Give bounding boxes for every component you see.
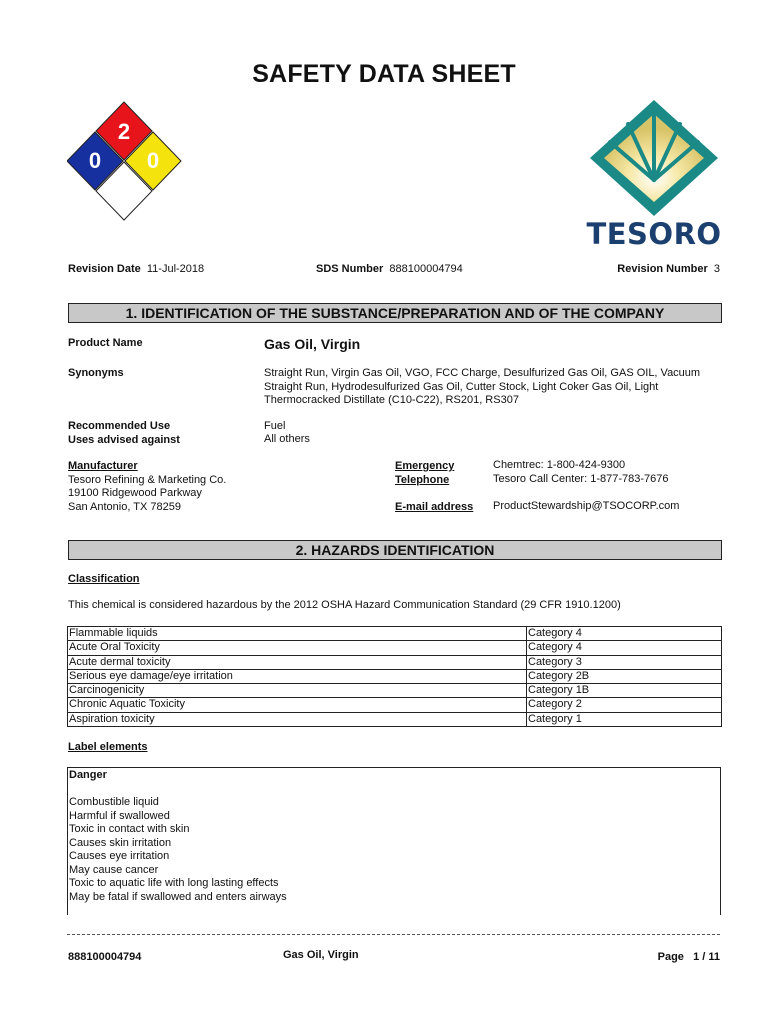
label-elements-label: Label elements — [68, 741, 148, 753]
revision-number: Revision Number 3 — [617, 263, 720, 275]
recommended-use-label: Recommended Use — [68, 420, 171, 432]
hazard-class-cell: Acute dermal toxicity — [68, 655, 527, 669]
signal-word: Danger — [69, 769, 107, 781]
table-row — [68, 627, 722, 641]
hazard-statement: Causes skin irritation — [69, 836, 172, 849]
uses-advised-against: All others — [264, 433, 310, 445]
hazard-category-cell: Category 4 — [527, 627, 722, 641]
hazard-class-cell: Aspiration toxicity — [68, 712, 527, 726]
hazard-statement: Harmful if swallowed — [69, 809, 170, 822]
nfpa-diamond-icon — [67, 100, 183, 222]
hazard-statement: May cause cancer — [69, 863, 159, 876]
company-logo-wordmark: TESORO — [586, 217, 722, 251]
page-title: SAFETY DATA SHEET — [252, 60, 516, 88]
manufacturer-block: Manufacturer Tesoro Refining & Marketing Co. 19100 Ridgewood Parkway San Antonio, TX 78259 — [68, 460, 227, 513]
classification-text: This chemical is considered hazardous by the 2012 OSHA Hazard Communication Standard (29 CFR 1910.1200) — [68, 599, 621, 611]
hazard-category-cell: Category 3 — [527, 655, 722, 669]
section-2-heading: 2. HAZARDS IDENTIFICATION — [68, 540, 722, 560]
synonyms-text: Straight Run, Virgin Gas Oil, VGO, FCC Charge, Desulfurized Gas Oil, GAS OIL, Vacuum Straight Run, Hydrodesulfurized Gas Oil, Cutter Stock, Light Coker Gas Oil, Light Thermocracked Distillate (C10-C22), RS201, RS307 — [264, 367, 701, 407]
hazard-statement: Causes eye irritation — [69, 850, 170, 862]
sds-number: SDS Number 888100004794 — [316, 263, 463, 275]
table-row — [68, 669, 722, 683]
hazard-category-cell: Category 1B — [527, 684, 722, 698]
classification-label: Classification — [68, 573, 140, 585]
emergency-telephone: Chemtrec: 1-800-424-9300 Tesoro Call Center: 1-877-783-7676 — [493, 459, 669, 485]
hazard-statements-list — [69, 796, 287, 904]
footer-page-number: Page 1 / 11 — [657, 951, 720, 963]
hazard-class-cell: Acute Oral Toxicity — [68, 641, 527, 655]
hazard-statement: Combustible liquid — [69, 796, 159, 808]
footer-product-name: Gas Oil, Virgin — [283, 949, 359, 961]
product-name: Gas Oil, Virgin — [264, 336, 361, 352]
email-link[interactable]: ProductStewardship@TSOCORP.com — [493, 500, 680, 512]
revision-date: Revision Date 11-Jul-2018 — [68, 263, 205, 275]
footer-sds-number: 888100004794 — [68, 951, 142, 963]
uses-advised-against-label: Uses advised against — [68, 434, 180, 446]
table-row — [68, 684, 722, 698]
hazard-class-cell: Flammable liquids — [68, 627, 527, 641]
table-row — [68, 655, 722, 669]
emergency-telephone-label: Emergency Telephone — [395, 460, 455, 486]
footer-divider — [67, 934, 720, 935]
table-row — [68, 698, 722, 712]
hazard-class-cell: Carcinogenicity — [68, 684, 527, 698]
manufacturer-label: Manufacturer — [68, 460, 138, 472]
hazard-category-cell: Category 2 — [527, 698, 722, 712]
hazard-classification-table — [67, 626, 722, 727]
hazard-statement: Toxic in contact with skin — [69, 823, 190, 835]
hazard-class-cell: Chronic Aquatic Toxicity — [68, 698, 527, 712]
table-row — [68, 712, 722, 726]
table-row — [68, 641, 722, 655]
label-elements-box — [67, 767, 721, 915]
product-name-label: Product Name — [68, 337, 143, 349]
recommended-use: Fuel — [264, 420, 286, 432]
hazard-statement: May be fatal if swallowed and enters airways — [69, 890, 287, 903]
hazard-category-cell: Category 2B — [527, 669, 722, 683]
tesoro-logo-icon — [588, 100, 720, 220]
section-1-heading: 1. IDENTIFICATION OF THE SUBSTANCE/PREPARATION AND OF THE COMPANY — [68, 303, 722, 323]
hazard-category-cell: Category 4 — [527, 641, 722, 655]
hazard-category-cell: Category 1 — [527, 712, 722, 726]
hazard-statement: Toxic to aquatic life with long lasting effects — [69, 877, 279, 889]
nfpa-reactivity-rating: 0 — [146, 148, 160, 173]
hazard-class-cell: Serious eye damage/eye irritation — [68, 669, 527, 683]
email-label: E-mail address — [395, 501, 474, 513]
synonyms-label: Synonyms — [68, 367, 124, 379]
nfpa-fire-rating: 2 — [117, 119, 131, 144]
nfpa-health-rating: 0 — [88, 148, 102, 173]
